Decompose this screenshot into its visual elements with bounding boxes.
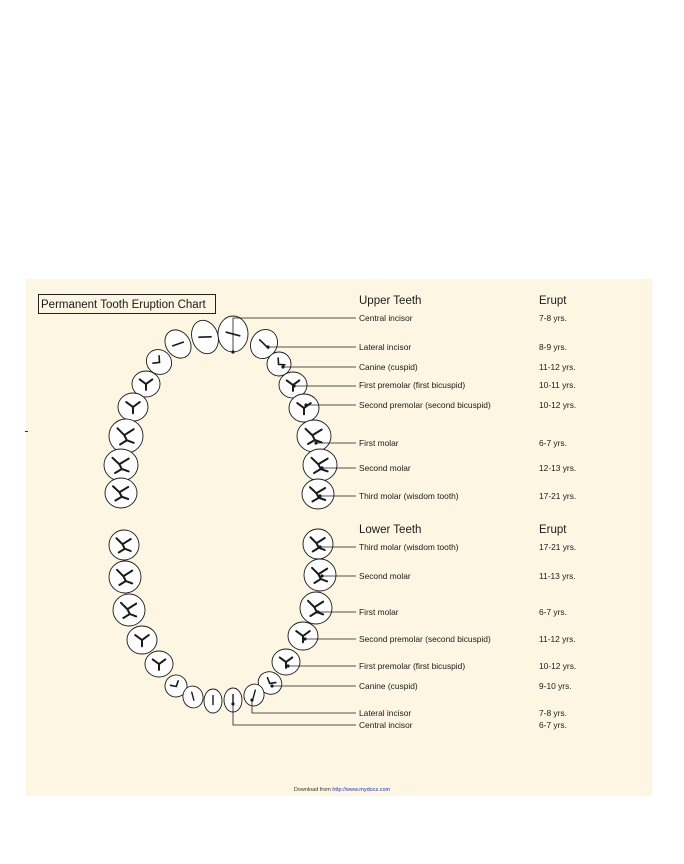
lower-label-first-molar: First molar <box>359 607 399 617</box>
footer-prefix: Download from <box>293 787 331 793</box>
chart-title: Permanent Tooth Eruption Chart <box>38 294 216 314</box>
footer <box>0 787 684 793</box>
upper-third-molar-leader-dot <box>318 494 321 497</box>
upper-label-second-premolar: Second premolar (second bicuspid) <box>359 400 491 410</box>
lower-age-third-molar: 17-21 yrs. <box>539 542 577 552</box>
upper-left-third-molar-outline <box>105 478 137 508</box>
upper-left-first-molar <box>109 419 143 453</box>
lower-label-second-premolar: Second premolar (second bicuspid) <box>359 634 491 644</box>
lower-age-second-premolar: 11-12 yrs. <box>539 634 576 644</box>
upper-age-second-molar: 12-13 yrs. <box>539 463 577 473</box>
upper-label-lateral-incisor: Lateral incisor <box>359 342 412 352</box>
upper-right-first-molar-outline <box>297 420 331 452</box>
lower-right-first-premolar <box>272 649 300 675</box>
lower-label-canine: Canine (cuspid) <box>359 681 418 691</box>
lower-age-canine: 9-10 yrs. <box>539 681 572 691</box>
lower-right-first-molar-outline <box>300 592 332 624</box>
upper-right-second-premolar <box>289 394 319 422</box>
lower-left-third-molar <box>109 530 139 560</box>
lower-teeth-heading: Lower Teeth <box>359 524 422 536</box>
upper-teeth-heading: Upper Teeth <box>359 295 422 307</box>
upper-canine-leader-dot <box>281 365 284 368</box>
lower-left-second-molar <box>109 561 141 593</box>
lower-canine-leader-dot <box>270 684 273 687</box>
lower-age-first-molar: 6-7 yrs. <box>539 607 567 617</box>
lower-central-incisor-leader-dot <box>231 702 234 705</box>
upper-central-incisor-leader-dot <box>231 350 234 353</box>
lower-label-first-premolar: First premolar (first bicuspid) <box>359 661 466 671</box>
lower-erupt-heading: Erupt <box>539 524 567 536</box>
lower-left-first-premolar <box>145 651 173 677</box>
lower-age-central-incisor: 6-7 yrs. <box>539 720 567 730</box>
lower-left-first-molar-outline <box>113 594 145 626</box>
lower-right-second-molar <box>304 559 336 591</box>
lower-left-first-molar <box>113 594 145 626</box>
upper-left-first-molar-outline <box>109 419 143 453</box>
upper-label-canine: Canine (cuspid) <box>359 362 418 372</box>
lower-right-third-molar-outline <box>303 529 333 559</box>
lower-left-central-incisor <box>204 689 222 713</box>
upper-age-third-molar: 17-21 yrs. <box>539 491 577 501</box>
lower-label-second-molar: Second molar <box>359 571 411 581</box>
lower-label-central-incisor: Central incisor <box>359 720 413 730</box>
upper-second-molar-leader-dot <box>320 466 323 469</box>
upper-left-second-premolar <box>118 393 148 421</box>
upper-right-third-molar <box>302 479 334 509</box>
lower-lateral-incisor-leader <box>252 700 356 713</box>
upper-erupt-heading: Erupt <box>539 295 567 307</box>
lower-left-second-premolar <box>127 626 157 654</box>
upper-age-central-incisor: 7-8 yrs. <box>539 313 567 323</box>
lower-label-third-molar: Third molar (wisdom tooth) <box>359 542 459 552</box>
upper-right-first-molar <box>297 420 331 452</box>
upper-label-first-molar: First molar <box>359 438 399 448</box>
lower-third-molar-leader-dot <box>318 545 321 548</box>
upper-label-central-incisor: Central incisor <box>359 313 413 323</box>
upper-label-first-premolar: First premolar (first bicuspid) <box>359 380 466 390</box>
lower-age-lateral-incisor: 7-8 yrs. <box>539 708 567 718</box>
upper-second-premolar-leader-dot <box>304 403 307 406</box>
upper-right-second-molar <box>303 449 337 481</box>
lower-lateral-incisor-leader-dot <box>250 698 253 701</box>
upper-age-first-premolar: 10-11 yrs. <box>539 380 576 390</box>
lower-age-second-molar: 11-13 yrs. <box>539 571 576 581</box>
upper-left-second-molar-outline <box>104 449 138 481</box>
upper-lateral-incisor-leader-dot <box>266 345 269 348</box>
upper-age-second-premolar: 10-12 yrs. <box>539 400 577 410</box>
lower-right-third-molar <box>303 529 333 559</box>
lower-right-first-molar <box>300 592 332 624</box>
upper-first-premolar-leader-dot <box>292 384 295 387</box>
upper-age-first-molar: 6-7 yrs. <box>539 438 567 448</box>
upper-right-third-molar-outline <box>302 479 334 509</box>
footer-link[interactable]: http://www.mydocs.com <box>332 787 391 793</box>
lower-label-lateral-incisor: Lateral incisor <box>359 708 412 718</box>
lower-first-premolar-leader-dot <box>286 664 289 667</box>
lower-second-premolar-leader-dot <box>303 637 306 640</box>
upper-first-molar-leader-dot <box>314 441 317 444</box>
lower-central-incisor-leader <box>233 704 356 725</box>
upper-age-lateral-incisor: 8-9 yrs. <box>539 342 567 352</box>
upper-label-second-molar: Second molar <box>359 463 411 473</box>
upper-right-second-molar-outline <box>303 449 337 481</box>
upper-left-third-molar <box>105 478 137 508</box>
lower-second-molar-leader-dot <box>320 574 323 577</box>
upper-age-canine: 11-12 yrs. <box>539 362 576 372</box>
lower-age-first-premolar: 10-12 yrs. <box>539 661 577 671</box>
lower-right-second-premolar <box>288 622 318 650</box>
lower-right-second-molar-outline <box>304 559 336 591</box>
lower-left-second-molar-outline <box>109 561 141 593</box>
lower-first-molar-leader-dot <box>316 610 319 613</box>
upper-left-second-molar <box>104 449 138 481</box>
upper-label-third-molar: Third molar (wisdom tooth) <box>359 491 459 501</box>
lower-left-third-molar-outline <box>109 530 139 560</box>
upper-left-central-incisor <box>187 317 222 357</box>
